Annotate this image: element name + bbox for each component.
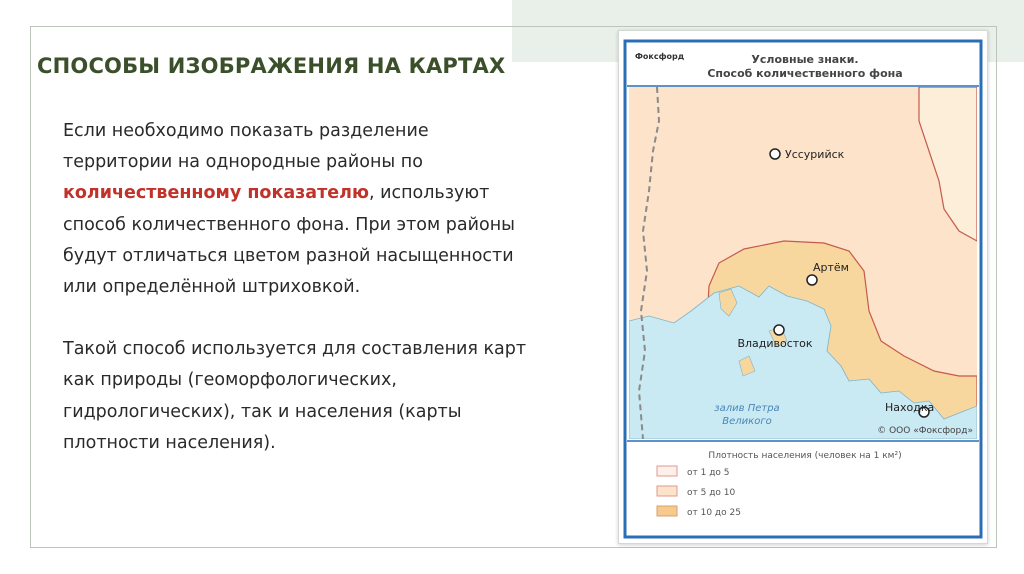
- city-label-ussuriysk: Уссурийск: [785, 148, 845, 161]
- paragraph-2: Такой способ используется для составления карт как природы (геоморфологических, гидрологических), так и населения (карты плотности населения).: [63, 339, 527, 453]
- city-marker: [774, 325, 784, 335]
- water-label-line1: залив Петра: [714, 403, 780, 414]
- highlighted-term: количественному показателю: [63, 183, 369, 204]
- paragraph-1: [63, 116, 543, 303]
- water-label-line2: Великого: [722, 416, 772, 427]
- map-header-line1: Условные знаки.: [751, 53, 859, 66]
- map-header-line2: Способ количественного фона: [707, 67, 903, 80]
- map-svg: [619, 31, 987, 543]
- city-marker: [807, 275, 817, 285]
- map-illustration: [618, 30, 988, 544]
- city-label-nakhodka: Находка: [885, 401, 935, 414]
- city-label-artem: Артём: [813, 261, 849, 274]
- legend-label-1: от 1 до 5: [687, 468, 730, 478]
- legend-swatch-1: [657, 466, 677, 476]
- legend-swatch-3: [657, 506, 677, 516]
- copyright-text: © ООО «Фоксфорд»: [877, 426, 973, 436]
- legend-swatch-2: [657, 486, 677, 496]
- legend-label-3: от 10 до 25: [687, 508, 741, 518]
- paragraph-1-end: , используют способ количественного фона. При этом районы будут отличаться цветом разной насыщенности или определённой штриховкой.: [63, 183, 515, 298]
- slide-body: [63, 116, 543, 459]
- legend-label-2: от 5 до 10: [687, 488, 736, 498]
- city-marker: [770, 149, 780, 159]
- legend-title: Плотность населения (человек на 1 км²): [708, 451, 902, 461]
- city-label-vladivostok: Владивосток: [737, 337, 813, 350]
- brand-logo: Фоксфорд: [635, 52, 685, 61]
- paragraph-1-start: Если необходимо показать разделение территории на однородные районы по: [63, 121, 429, 173]
- slide-title: СПОСОБЫ ИЗОБРАЖЕНИЯ НА КАРТАХ: [37, 54, 506, 78]
